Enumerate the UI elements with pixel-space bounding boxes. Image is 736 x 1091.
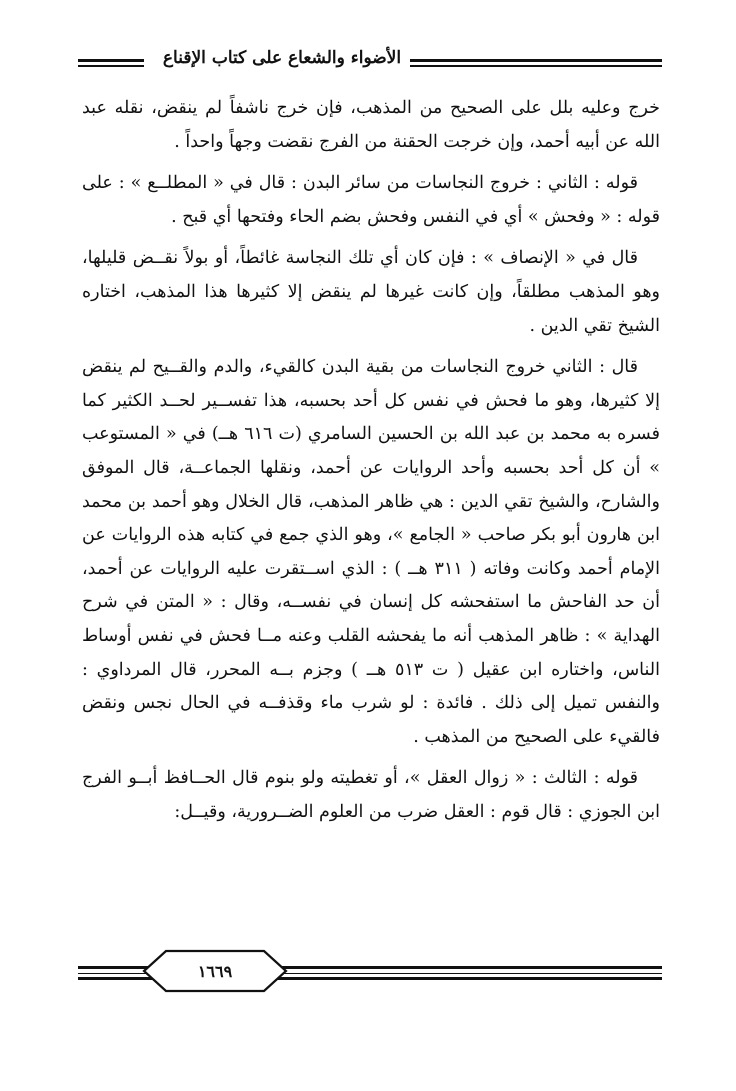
page-footer xyxy=(78,948,662,1008)
page-number: ١٦٦٩ xyxy=(197,962,233,981)
page-body xyxy=(82,92,660,829)
paragraph-3: قال في « الإنصاف » : فإن كان أي تلك النجاسة غائطاً، أو بولاً نقــض قليلها، وهو المذهب مطلقاً، وإن كانت غيرها لم ينقض إلا كثيرها هذا المذهب، اختاره الشيخ تقي الدين . xyxy=(82,248,660,336)
running-header xyxy=(78,44,662,80)
book-title: الأضواء والشعاع على كتاب الإقناع xyxy=(162,48,402,68)
header-rule-right xyxy=(410,59,662,67)
paragraph-5: قوله : الثالث : « زوال العقل »، أو تغطيته ولو بنوم قال الحــافظ أبــو الفرج ابن الجوزي : قال قوم : العقل ضرب من العلوم الضــرورية، وقيــل: xyxy=(82,768,660,822)
paragraph-4: قال : الثاني خروج النجاسات من بقية البدن كالقيء، والدم والقــيح لم ينقض إلا كثيرها، وهو ما فحش في نفس كل أحد بحسبه، هذا تفســير لحــد الكثير كما فسره به محمد بن عبد الله بن الحسين السامري (ت ٦١٦ هــ) في « المستوعب » أن كل أحد بحسبه وأحد الروايات عن أحمد، ونقلها الجماعــة، قال الموفق والشارح، والشيخ تقي الدين : هي ظاهر المذهب، قال الخلال وهو أحمد بن محمد ابن هارون أبو بكر صاحب « الجامع »، وهو الذي جمع في كتابه هذه الروايات عن الإمام أحمد وكانت وفاته ( ٣١١ هــ ) : الذي اســتقرت عليه الروايات عن أحمد، أن حد الفاحش ما استفحشه كل إنسان في نفســه، وقال : « المتن في شرح الهداية » : ظاهر المذهب أنه ما يفحشه القلب وعنه مــا فحش في نفس أوساط الناس، واختاره ابن عقيل ( ت ٥١٣ هــ ) وجزم بــه المحرر، قال المرداوي : والنفس تميل إلى ذلك . فائدة : لو شرب ماء وقذفــه في الحال نجس ونقض فالقيء على الصحيح من المذهب . xyxy=(82,357,661,747)
paragraph-1: خرج وعليه بلل على الصحيح من المذهب، فإن خرج ناشفاً لم ينقض، نقله عبد الله عن أبيه أحمد، وإن خرجت الحقنة من الفرج نقضت وجهاً واحداً . xyxy=(82,98,660,152)
paragraph-2: قوله : الثاني : خروج النجاسات من سائر البدن : قال في « المطلــع » : على قوله : « وفحش » أي في النفس وفحش بضم الحاء وفتحها أي قبح . xyxy=(82,173,660,227)
header-rule-left xyxy=(78,59,144,67)
